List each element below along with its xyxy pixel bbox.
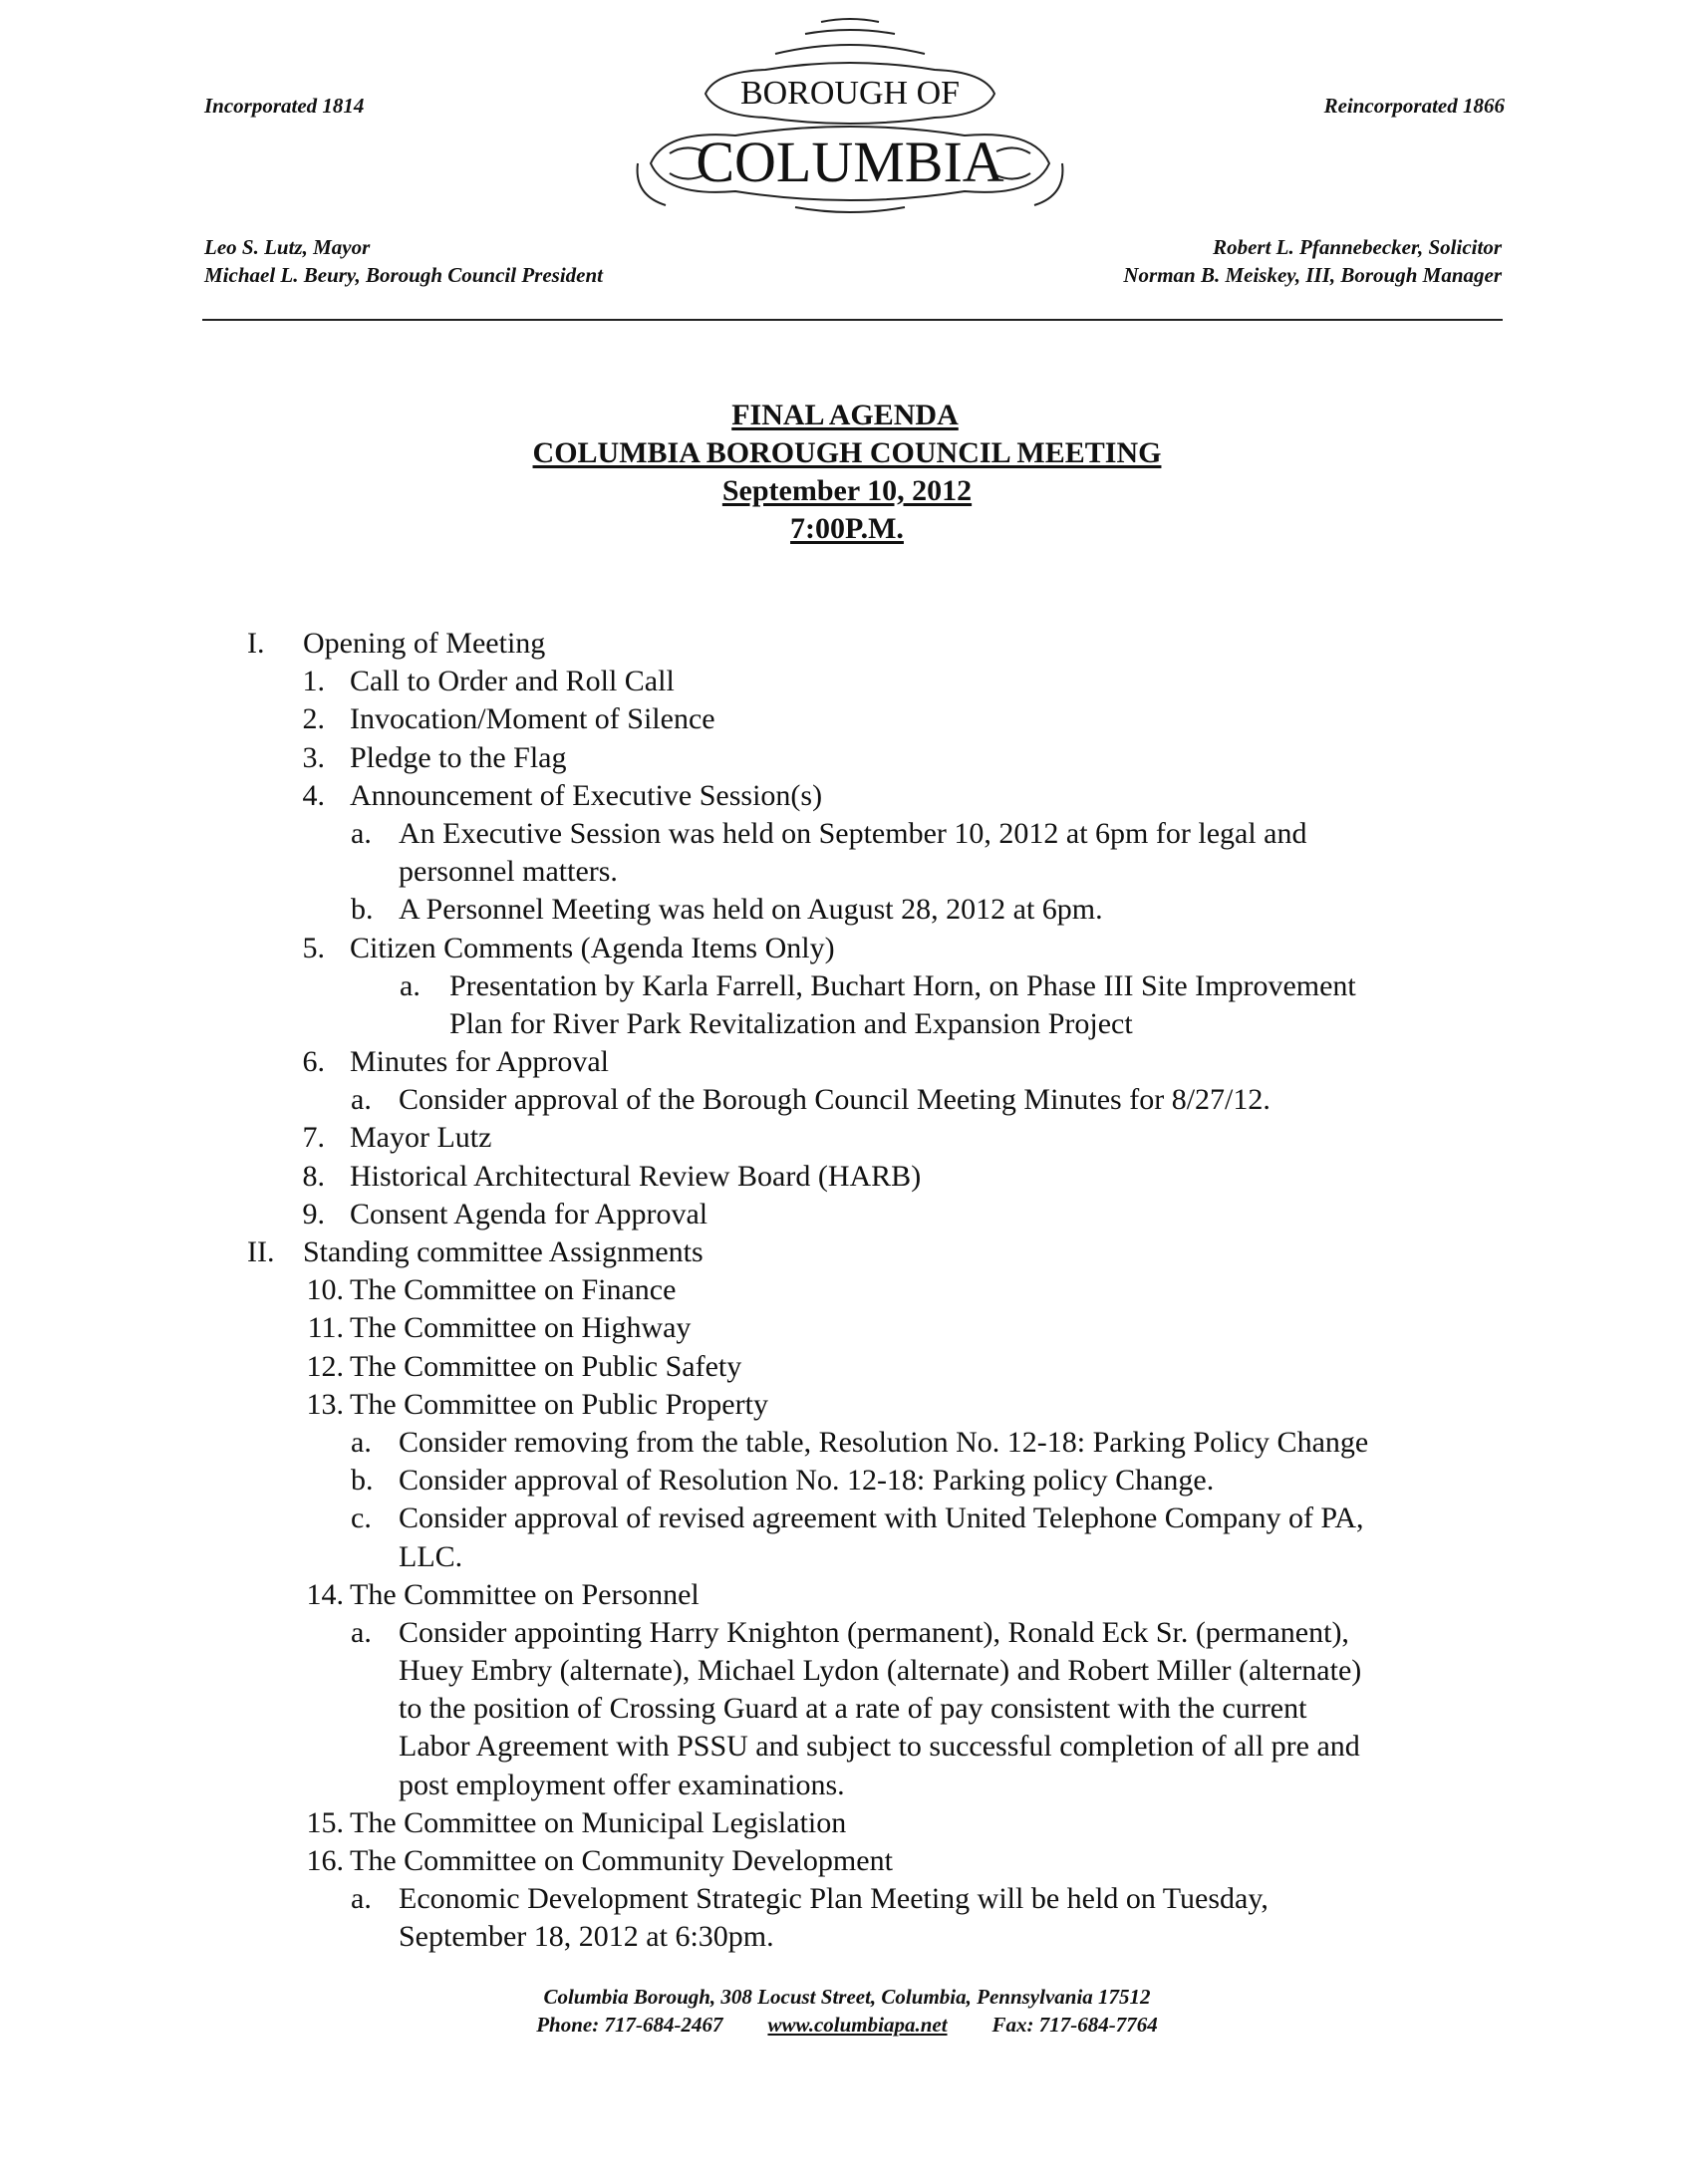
sub-item-letter: b.	[351, 893, 374, 927]
officials-left	[204, 233, 603, 289]
sub-item-letter: a.	[351, 816, 372, 850]
sub-item-continuation	[0, 1918, 1694, 1956]
item-text: Mayor Lutz	[350, 1121, 492, 1155]
sub-item-text: Plan for River Park Revitalization and Expansion Project	[449, 1006, 1133, 1040]
sub-item	[0, 1081, 1694, 1119]
logo-main-text: COLUMBIA	[696, 130, 1004, 194]
list-item	[0, 700, 1694, 738]
sub-item-continuation	[0, 1728, 1694, 1766]
item-text: Minutes for Approval	[350, 1045, 609, 1079]
sub-item-letter: b.	[351, 1464, 374, 1498]
list-item	[0, 1043, 1694, 1081]
solicitor-name: Robert L. Pfannebecker, Solicitor	[1213, 235, 1502, 259]
item-text: Consent Agenda for Approval	[350, 1197, 708, 1230]
sub-item	[0, 891, 1694, 929]
sub-item-letter: a.	[351, 1615, 372, 1649]
council-president-name: Michael L. Beury, Borough Council President	[204, 263, 604, 287]
item-number: 15.	[306, 1805, 344, 1839]
item-text: Announcement of Executive Session(s)	[350, 778, 823, 812]
item-text: The Committee on Public Property	[350, 1387, 768, 1421]
item-number: 11.	[307, 1311, 344, 1345]
item-text: Pledge to the Flag	[350, 740, 567, 774]
agenda-titles	[0, 397, 1694, 548]
header-divider	[202, 319, 1503, 321]
reincorporated-text: Reincorporated 1866	[1323, 94, 1505, 118]
item-text: The Committee on Finance	[350, 1273, 677, 1307]
item-number: 9.	[302, 1197, 325, 1230]
list-item	[0, 1158, 1694, 1196]
sub-item-text: Presentation by Karla Farrell, Buchart Horn, on Phase III Site Improvement	[449, 968, 1356, 1002]
item-text: Historical Architectural Review Board (HARB)	[350, 1159, 922, 1193]
sub-item	[0, 1500, 1694, 1537]
item-text: The Committee on Personnel	[350, 1577, 700, 1611]
sub-item-continuation	[0, 1690, 1694, 1728]
item-text: Call to Order and Roll Call	[350, 665, 675, 698]
section-number: II.	[247, 1235, 275, 1268]
list-item	[0, 1386, 1694, 1424]
sub-item-text: Consider approval of revised agreement with United Telephone Company of PA,	[399, 1502, 1364, 1535]
item-number: 5.	[302, 931, 325, 964]
item-text: Citizen Comments (Agenda Items Only)	[350, 931, 835, 964]
section-opening	[0, 625, 1694, 663]
sub-item-text: to the position of Crossing Guard at a rate of pay consistent with the current	[399, 1692, 1307, 1726]
sub-item-continuation	[0, 1005, 1694, 1043]
item-text: The Committee on Public Safety	[350, 1349, 742, 1383]
list-item	[0, 1842, 1694, 1880]
sub-item	[0, 1614, 1694, 1652]
logo-top-text: BOROUGH OF	[739, 75, 961, 112]
borough-logo	[626, 14, 1074, 223]
agenda-list	[0, 625, 1694, 1957]
sub-item-text: An Executive Session was held on September 10, 2012 at 6pm for legal and	[399, 816, 1307, 850]
sub-item-continuation	[0, 1767, 1694, 1804]
sub-item-letter: a.	[400, 968, 421, 1002]
list-item	[0, 663, 1694, 700]
sub-item-text: September 18, 2012 at 6:30pm.	[399, 1920, 774, 1954]
item-number: 10.	[306, 1273, 344, 1307]
item-number: 8.	[302, 1159, 325, 1193]
item-number: 2.	[302, 702, 325, 736]
sub-item	[0, 815, 1694, 853]
list-item	[0, 777, 1694, 815]
item-number: 13.	[306, 1387, 344, 1421]
list-item	[0, 739, 1694, 777]
item-number: 6.	[302, 1045, 325, 1079]
sub-item	[0, 967, 1694, 1005]
list-item	[0, 1576, 1694, 1614]
sub-item-letter: a.	[351, 1425, 372, 1459]
item-number: 3.	[302, 740, 325, 774]
list-item	[0, 1309, 1694, 1347]
item-number: 7.	[302, 1121, 325, 1155]
list-item	[0, 1348, 1694, 1386]
sub-item	[0, 1424, 1694, 1462]
list-item	[0, 1119, 1694, 1157]
footer-website-link[interactable]: www.columbiapa.net	[767, 2013, 948, 2037]
manager-name: Norman B. Meiskey, III, Borough Manager	[1123, 263, 1502, 287]
item-number: 1.	[302, 665, 325, 698]
sub-item-letter: a.	[351, 1882, 372, 1916]
item-text: The Committee on Municipal Legislation	[350, 1805, 847, 1839]
sub-item-text: Huey Embry (alternate), Michael Lydon (alternate) and Robert Miller (alternate)	[399, 1654, 1362, 1688]
sub-item-text: LLC.	[399, 1539, 463, 1573]
sub-item-text: personnel matters.	[399, 855, 618, 889]
section-title: Opening of Meeting	[303, 627, 546, 660]
list-item	[0, 1196, 1694, 1233]
sub-item-text: post employment offer examinations.	[399, 1768, 845, 1801]
sub-item-text: Consider removing from the table, Resolution No. 12-18: Parking Policy Change	[399, 1425, 1369, 1459]
footer	[0, 1983, 1694, 2039]
sub-item-text: Economic Development Strategic Plan Meeting will be held on Tuesday,	[399, 1882, 1269, 1916]
officials-right	[1123, 233, 1502, 289]
section-committees	[0, 1233, 1694, 1271]
list-item	[0, 930, 1694, 967]
sub-item-text: Consider approval of the Borough Council Meeting Minutes for 8/27/12.	[399, 1083, 1270, 1117]
title-date: September 10, 2012	[721, 474, 973, 507]
sub-item-continuation	[0, 1538, 1694, 1576]
title-meeting: COLUMBIA BOROUGH COUNCIL MEETING	[532, 436, 1162, 469]
section-title: Standing committee Assignments	[303, 1235, 704, 1268]
title-time: 7:00P.M.	[790, 512, 904, 545]
item-number: 14.	[306, 1577, 344, 1611]
list-item	[0, 1804, 1694, 1842]
sub-item-continuation	[0, 1652, 1694, 1690]
mayor-name: Leo S. Lutz, Mayor	[204, 235, 371, 259]
item-number: 4.	[302, 778, 325, 812]
item-text: The Committee on Highway	[350, 1311, 692, 1345]
item-number: 12.	[306, 1349, 344, 1383]
footer-address: Columbia Borough, 308 Locust Street, Columbia, Pennsylvania 17512	[543, 1985, 1151, 2009]
item-text: Invocation/Moment of Silence	[350, 702, 715, 736]
sub-item-continuation	[0, 853, 1694, 891]
sub-item-letter: a.	[351, 1083, 372, 1117]
sub-item	[0, 1462, 1694, 1500]
incorporated-text: Incorporated 1814	[204, 94, 365, 118]
footer-contact	[0, 2011, 1694, 2039]
sub-item-text: A Personnel Meeting was held on August 28, 2012 at 6pm.	[399, 893, 1103, 927]
footer-fax: Fax: 717-684-7764	[991, 2013, 1158, 2037]
footer-phone: Phone: 717-684-2467	[536, 2013, 723, 2037]
item-text: The Committee on Community Development	[350, 1844, 893, 1877]
sub-item-text: Labor Agreement with PSSU and subject to successful completion of all pre and	[399, 1730, 1360, 1764]
section-number: I.	[247, 627, 265, 660]
sub-item	[0, 1880, 1694, 1918]
sub-item-text: Consider approval of Resolution No. 12-18: Parking policy Change.	[399, 1464, 1215, 1498]
list-item	[0, 1271, 1694, 1309]
item-number: 16.	[306, 1844, 344, 1877]
title-final-agenda: FINAL AGENDA	[731, 399, 959, 431]
sub-item-text: Consider appointing Harry Knighton (permanent), Ronald Eck Sr. (permanent),	[399, 1615, 1349, 1649]
sub-item-letter: c.	[351, 1502, 372, 1535]
